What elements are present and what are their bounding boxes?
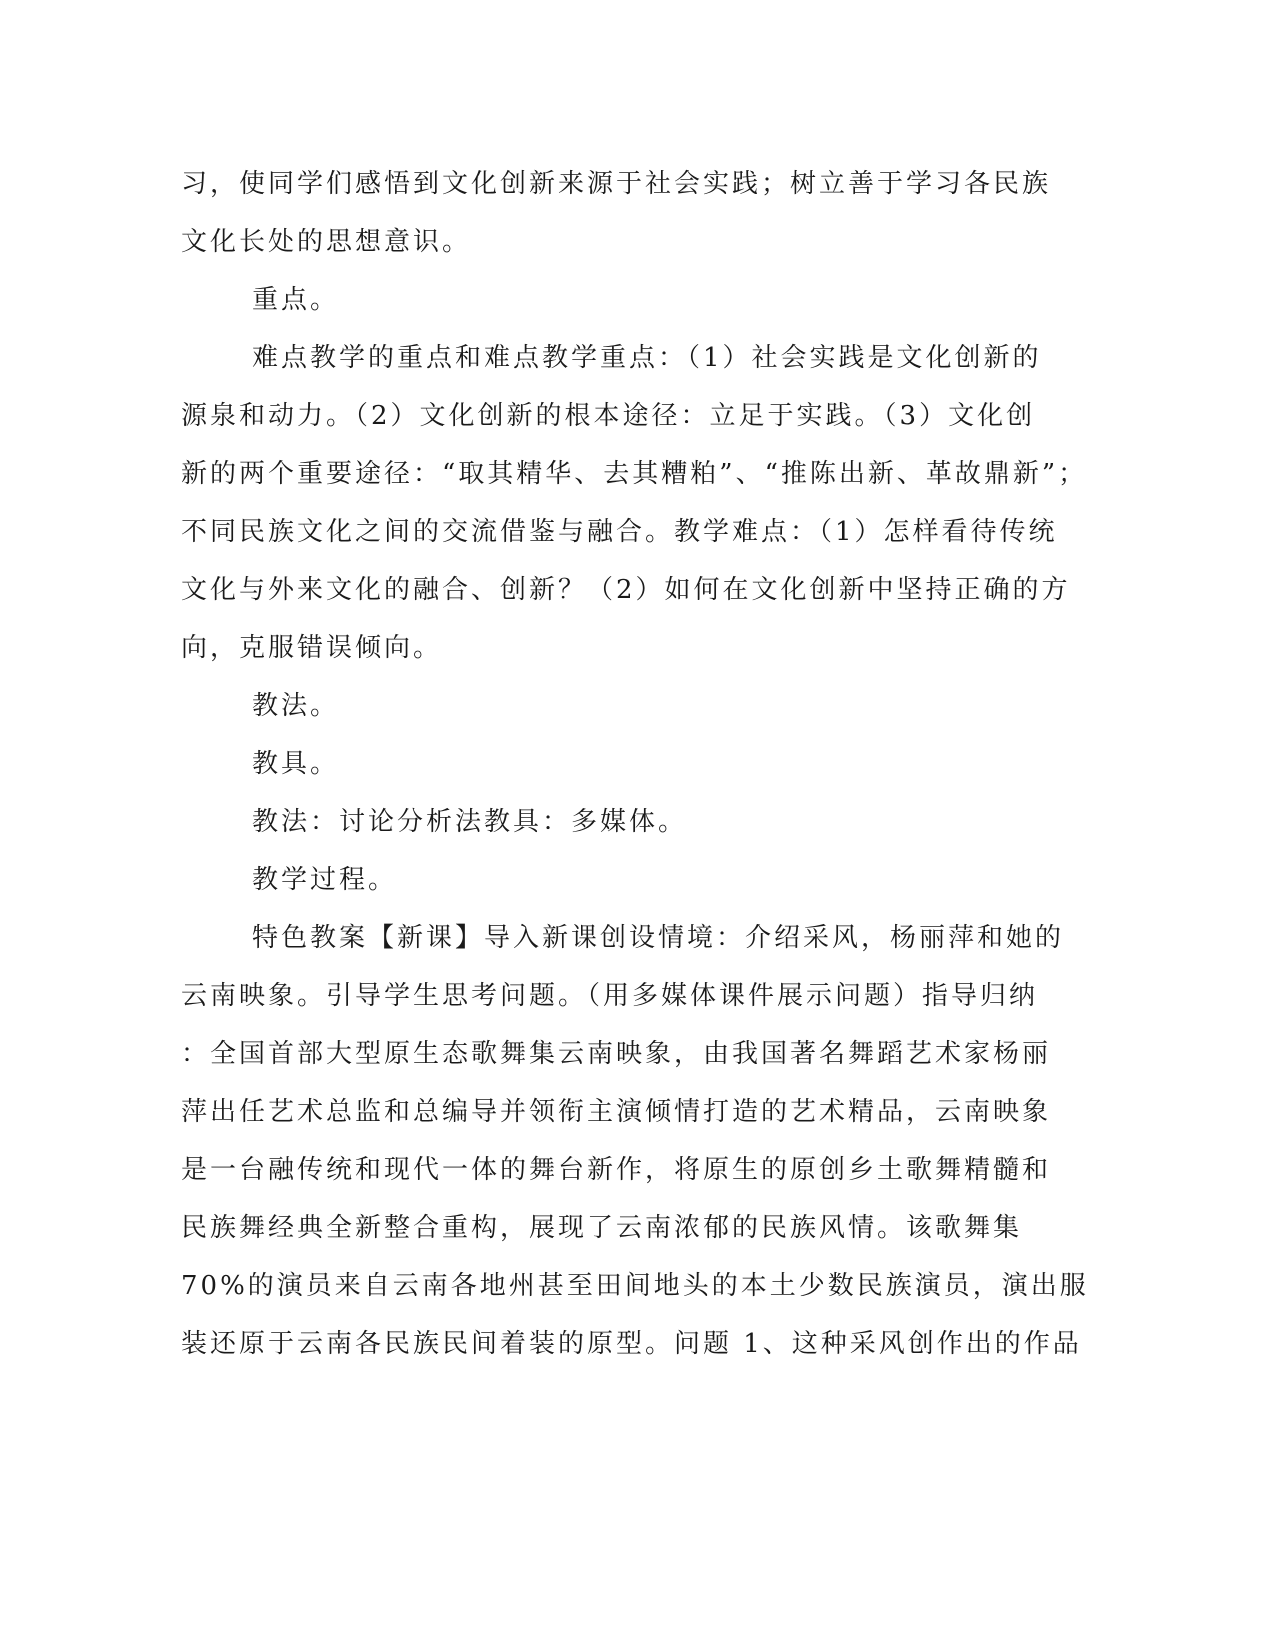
section-heading: 教学过程。 [252,865,398,895]
text-line: 文化与外来文化的融合、创新？（2）如何在文化创新中坚持正确的方 [181,575,1071,605]
paragraph-start: 特色教案【新课】导入新课创设情境：介绍采风，杨丽萍和她的 [252,923,1065,953]
text-line: 云南映象。引导学生思考问题。（用多媒体课件展示问题）指导归纳 [181,981,1039,1011]
text-line: 70%的演员来自云南各地州甚至田间地头的本土少数民族演员，演出服 [181,1271,1089,1301]
paragraph-start: 难点教学的重点和难点教学重点：（1）社会实践是文化创新的 [252,343,1042,373]
text-line: 文化长处的思想意识。 [181,227,472,257]
document-body [181,155,1089,1373]
section-heading: 重点。 [252,285,340,315]
text-line: ：全国首部大型原生态歌舞集云南映象，由我国著名舞蹈艺术家杨丽 [181,1039,1052,1069]
text-line: 民族舞经典全新整合重构，展现了云南浓郁的民族风情。该歌舞集 [181,1213,1023,1243]
text-line: 是一台融传统和现代一体的舞台新作，将原生的原创乡土歌舞精髓和 [181,1155,1052,1185]
text-line: 源泉和动力。（2）文化创新的根本途径：立足于实践。（3）文化创 [181,401,1036,431]
paragraph-start: 教法：讨论分析法教具：多媒体。 [252,807,688,837]
text-line: 不同民族文化之间的交流借鉴与融合。教学难点：（1）怎样看待传统 [181,517,1058,547]
text-line: 习，使同学们感悟到文化创新来源于社会实践；树立善于学习各民族 [181,169,1052,199]
text-line: 向，克服错误倾向。 [181,633,443,663]
section-heading: 教法。 [252,691,340,721]
text-line: 装还原于云南各民族民间着装的原型。问题 1、这种采风创作出的作品 [181,1329,1082,1359]
section-heading: 教具。 [252,749,340,779]
text-line: 萍出任艺术总监和总编导并领衔主演倾情打造的艺术精品，云南映象 [181,1097,1052,1127]
text-line: 新的两个重要途径：“取其精华、去其糟粕”、“推陈出新、革故鼎新”； [181,459,1088,489]
